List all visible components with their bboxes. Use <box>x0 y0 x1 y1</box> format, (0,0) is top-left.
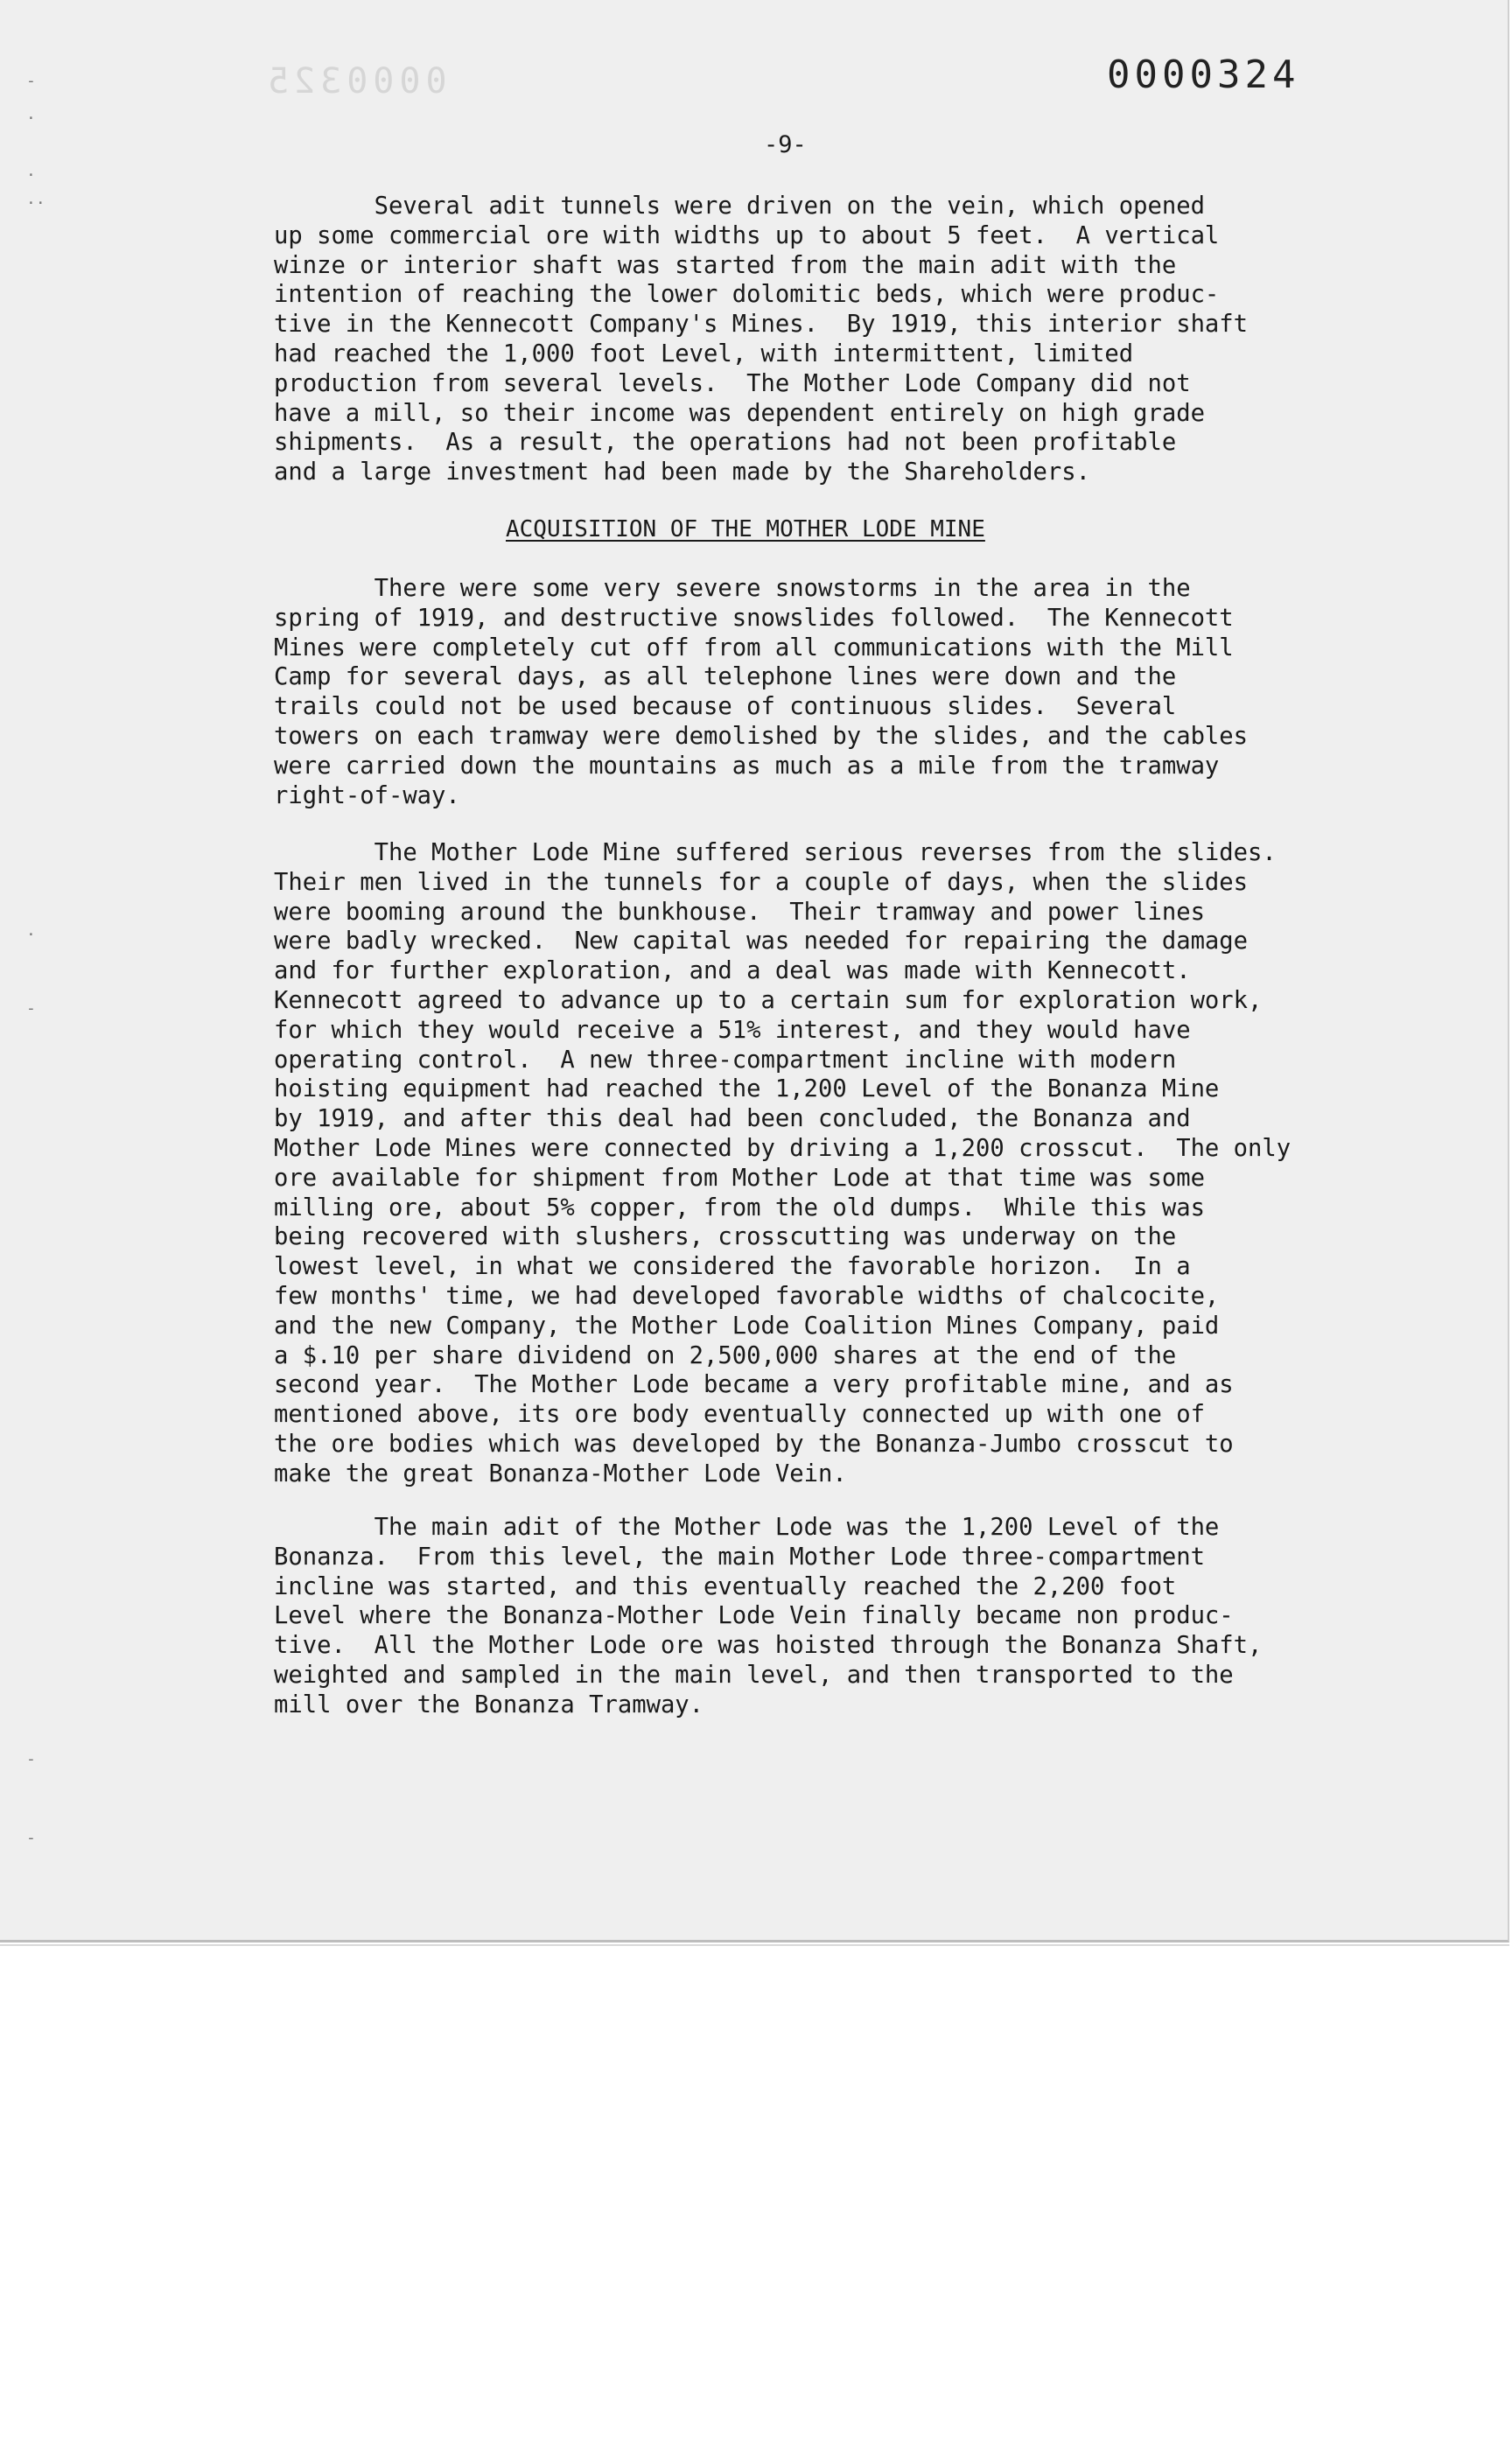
document-number: 0000324 <box>1107 52 1300 97</box>
margin-speck: - <box>26 999 36 1018</box>
paragraph-main-adit: The main adit of the Mother Lode was the 1,200 Level of the Bonanza. From this level, the main Mother Lode three-compartment incline was started, and this eventually reached the 2,200 foot Level where the Bonanza-Mother Lode Vein finally became non produc- tive. All the Mother Lode ore was hoisted through the Bonanza Shaft, weighted and sampled in the main level, and then transported to the mill over the Bonanza Tramway. <box>274 1514 1263 1718</box>
section-heading: ACQUISITION OF THE MOTHER LODE MINE <box>506 516 985 542</box>
margin-speck: - <box>26 1829 36 1847</box>
bleed-through-number: 0000325 <box>262 61 447 102</box>
paragraph-adit-tunnels: Several adit tunnels were driven on the vein, which opened up some commercial ore with widths up to about 5 feet. A vertical winze or interior shaft was started from the main adit with the intention of reaching the lower dolomitic beds, which were produc- tive in the Kennecott Company's Mines. By 1919, this interior shaft had reached the 1,000 foot Level, with intermittent, limited production from several levels. The Mother Lode Company did not have a mill, so their income was dependent entirely on high grade shipments. As a result, the operations had not been profitable and a large investment had been made by the Shareholders. <box>274 192 1249 486</box>
margin-speck: - <box>26 1750 36 1768</box>
margin-speck: - <box>26 72 36 90</box>
page-number: -9- <box>764 131 807 158</box>
margin-speck: ·· <box>26 194 46 213</box>
paragraph-mother-lode-reverses: The Mother Lode Mine suffered serious reverses from the slides. Their men lived in the tunnels for a couple of days, when the slides were booming around the bunkhouse. Their tramway and power lines were badly wrecked. New capital was needed for repairing the damage and for further exploration, and a deal was made with Kennecott. Kennecott agreed to advance up to a certain sum for exploration work, for which they would receive a 51% interest, and they would have operating control. A new three-compartment incline with modern hoisting equipment had reached the 1,200 Level of the Bonanza Mine by 1919, and after this deal had been concluded, the Bonanza and Mother Lode Mines were connected by driving a 1,200 crosscut. The only ore available for shipment from Mother Lode at that time was some milling ore, about 5% copper, from the old dumps. While this was being recovered with slushers, crosscutting was underway on the lowest level, in what we considered the favorable horizon. In a few months' time, we had developed favorable widths of chalcocite, and the new Company, the Mother Lode Coalition Mines Company, paid a $.10 per share dividend on 2,500,000 shares at the end of the second year. The Mother Lode became a very profitable mine, and as mentioned above, its ore body eventually connected up with one of the ore bodies which was developed by the Bonanza-Jumbo crosscut to make the great Bonanza-Mother Lode Vein. <box>274 839 1292 1488</box>
margin-speck: · <box>26 166 36 185</box>
margin-speck: · <box>26 109 36 128</box>
margin-speck: · <box>26 926 36 944</box>
paragraph-snowstorms: There were some very severe snowstorms in the area in the spring of 1919, and destructive snowslides followed. The Kennecott Mines were completely cut off from all communications with the Mill Camp for several days, as all telephone lines were down and the trails could not be used because of continuous slides. Several towers on each tramway were demolished by the slides, and the cables were carried down the mountains as much as a mile from the tramway right-of-way. <box>274 575 1249 809</box>
page-edge-shadow <box>0 1944 1509 1946</box>
